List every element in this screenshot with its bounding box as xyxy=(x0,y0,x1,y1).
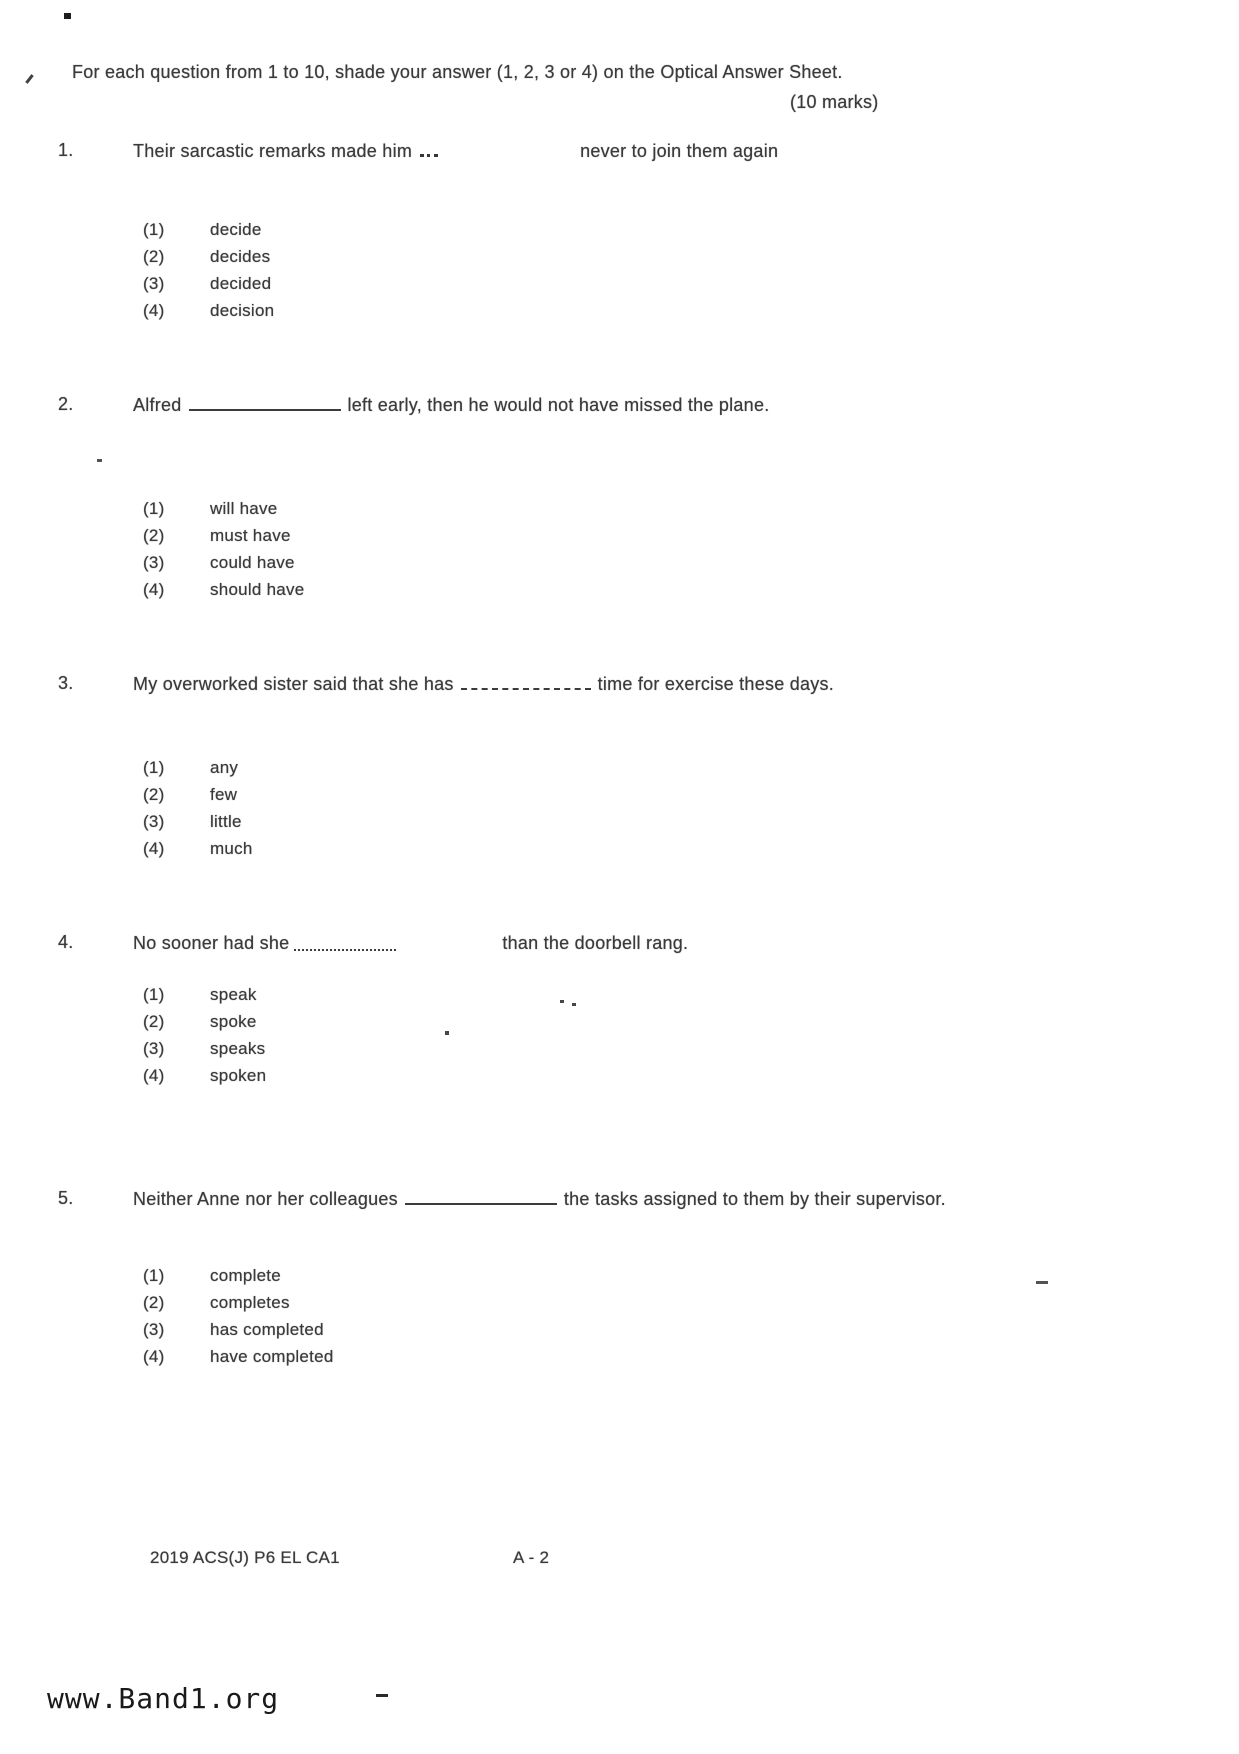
option-number: (1) xyxy=(143,985,165,1004)
option-number: (4) xyxy=(143,839,165,858)
option-row xyxy=(143,1316,334,1343)
option-number: (3) xyxy=(143,1320,165,1339)
option-number: (3) xyxy=(143,274,165,293)
option-label: spoken xyxy=(210,1066,267,1085)
option-number: (2) xyxy=(143,526,165,545)
question-4-options xyxy=(143,981,266,1089)
option-label: should have xyxy=(210,580,305,599)
question-text-after: left early, then he would not have missed the plane. xyxy=(347,395,770,415)
option-label: complete xyxy=(210,1266,281,1285)
option-number: (4) xyxy=(143,580,165,599)
option-label: few xyxy=(210,785,238,804)
scan-artifact-dot xyxy=(560,1000,564,1003)
question-text-before: Neither Anne nor her colleagues xyxy=(133,1189,398,1209)
footer-page-number: A - 2 xyxy=(513,1548,550,1567)
answer-blank xyxy=(189,397,341,411)
option-label: any xyxy=(210,758,239,777)
option-row xyxy=(143,835,253,862)
question-2-options xyxy=(143,495,304,603)
question-number: 5. xyxy=(58,1188,74,1208)
instruction-text: For each question from 1 to 10, shade your answer (1, 2, 3 or 4) on the Optical Answer Sheet. xyxy=(72,62,843,82)
scan-artifact-dot xyxy=(572,1003,576,1006)
watermark-url: www.Band1.org xyxy=(47,1682,280,1715)
scan-artifact-dash xyxy=(376,1694,388,1697)
question-text-after: time for exercise these days. xyxy=(597,674,834,694)
option-number: (1) xyxy=(143,1266,165,1285)
option-label: must have xyxy=(210,526,291,545)
option-row xyxy=(143,495,304,522)
question-1-options xyxy=(143,216,274,324)
scan-artifact-dot xyxy=(64,13,71,19)
option-row xyxy=(143,1289,334,1316)
question-1 xyxy=(0,140,1120,163)
option-number: (4) xyxy=(143,1347,165,1366)
option-label: little xyxy=(210,812,242,831)
scan-artifact-dash xyxy=(1036,1281,1048,1284)
option-row xyxy=(143,1062,266,1089)
question-text xyxy=(133,394,1120,417)
question-text-before: Their sarcastic remarks made him xyxy=(133,141,413,161)
option-number: (3) xyxy=(143,553,165,572)
answer-blank xyxy=(461,676,591,690)
question-5 xyxy=(0,1188,1120,1211)
question-text-before: No sooner had she xyxy=(133,933,290,953)
option-row xyxy=(143,297,274,324)
option-row xyxy=(143,981,266,1008)
question-text-before: My overworked sister said that she has xyxy=(133,674,454,694)
option-row xyxy=(143,781,253,808)
answer-blank xyxy=(412,147,580,159)
question-text-before: Alfred xyxy=(133,395,182,415)
question-number: 3. xyxy=(58,673,74,693)
option-label: speak xyxy=(210,985,257,1004)
question-3-options xyxy=(143,754,253,862)
option-number: (3) xyxy=(143,1039,165,1058)
option-label: much xyxy=(210,839,253,858)
question-2 xyxy=(0,394,1120,417)
question-number: 2. xyxy=(58,394,74,414)
option-label: decide xyxy=(210,220,262,239)
option-row xyxy=(143,522,304,549)
question-text-after: than the doorbell rang. xyxy=(502,933,689,953)
option-label: decision xyxy=(210,301,275,320)
option-row xyxy=(143,549,304,576)
option-row xyxy=(143,754,253,781)
question-number: 4. xyxy=(58,932,74,952)
option-row xyxy=(143,1035,266,1062)
option-label: decided xyxy=(210,274,272,293)
scan-artifact-dot xyxy=(445,1031,449,1035)
option-label: will have xyxy=(210,499,278,518)
option-number: (2) xyxy=(143,247,165,266)
marks-label: (10 marks) xyxy=(790,92,879,112)
option-number: (2) xyxy=(143,1012,165,1031)
option-row xyxy=(143,1343,334,1370)
scan-artifact-dot xyxy=(97,459,102,462)
option-row xyxy=(143,243,274,270)
answer-blank xyxy=(405,1191,557,1205)
option-row xyxy=(143,270,274,297)
option-row xyxy=(143,808,253,835)
question-text-after: never to join them again xyxy=(580,141,779,161)
option-label: has completed xyxy=(210,1320,324,1339)
question-5-options xyxy=(143,1262,334,1370)
question-text xyxy=(133,673,1120,696)
option-label: have completed xyxy=(210,1347,334,1366)
option-label: completes xyxy=(210,1293,290,1312)
option-label: speaks xyxy=(210,1039,266,1058)
question-text xyxy=(133,932,1120,955)
option-number: (2) xyxy=(143,1293,165,1312)
option-label: spoke xyxy=(210,1012,257,1031)
question-3 xyxy=(0,673,1120,696)
option-number: (4) xyxy=(143,1066,165,1085)
question-4 xyxy=(0,932,1120,955)
footer-document-code: 2019 ACS(J) P6 EL CA1 xyxy=(150,1548,340,1567)
scan-artifact-tick xyxy=(25,74,34,84)
option-row xyxy=(143,216,274,243)
option-number: (1) xyxy=(143,220,165,239)
option-row xyxy=(143,1262,334,1289)
option-number: (3) xyxy=(143,812,165,831)
option-number: (2) xyxy=(143,785,165,804)
option-number: (1) xyxy=(143,499,165,518)
answer-blank xyxy=(294,937,396,951)
option-row xyxy=(143,1008,266,1035)
option-label: decides xyxy=(210,247,271,266)
option-label: could have xyxy=(210,553,295,572)
question-text xyxy=(133,140,1120,163)
option-row xyxy=(143,576,304,603)
option-number: (1) xyxy=(143,758,165,777)
question-text xyxy=(133,1188,1120,1211)
option-number: (4) xyxy=(143,301,165,320)
question-text-after: the tasks assigned to them by their supervisor. xyxy=(563,1189,946,1209)
question-number: 1. xyxy=(58,140,74,160)
